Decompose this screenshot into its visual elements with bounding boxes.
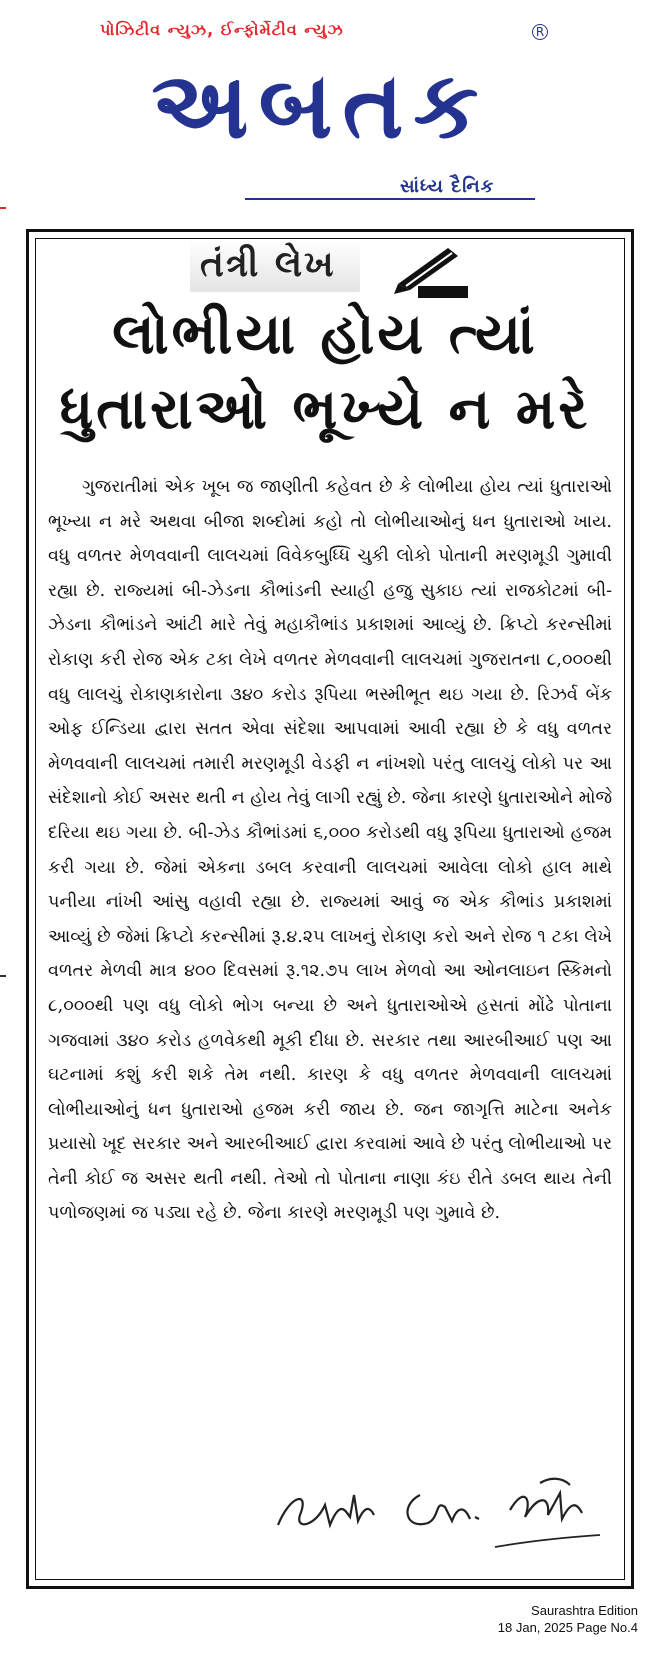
headline-line-1: લોભીયા હોય ત્યાં xyxy=(112,302,538,367)
article-body: ગુજરાતીમાં એક ખૂબ જ જાણીતી કહેવત છે કે લોભીયા હોય ત્યાં ધુતારાઓ ભૂખ્યા ન મરે અથવા બીજા શબ્દોમાં કહો તો લોભીયાઓનું ધન ધુતારાઓ ખાય. વધુ વળતર મેળવવાની લાલચમાં વિવેકબુધ્ધિ ચુકી લોકો પોતાની મરણમૂડી ગુમાવી રહ્યા છે. રાજ્યમાં બી-ઝેડના કૌભાંડની સ્યાહી હજુ સુકાઇ ત્યાં રાજકોટમાં બી-ઝેડના કૌભાંડને આંટી મારે તેવું મહાકૌભાંડ પ્રકાશમાં આવ્યું છે. ક્રિપ્ટો કરન્સીમાં રોકાણ કરી રોજ એક ટકા લેખે વળતર મેળવવાની લાલચમાં ગુજરાતના ૮,૦૦૦થી વધુ લાલચું રોકાણકારોના ૩૪૦ કરોડ રૂપિયા ભસ્મીભૂત થઇ ગયા છે. રિઝર્વ બેંક ઓફ ઈન્ડિયા દ્વારા સતત એવા સંદેશા આપવામાં આવી રહ્યા છે કે વધુ વળતર મેળવવાની લાલચમાં તમારી મરણમૂડી વેડફી ન નાંખશો પરંતુ લાલચું લોકો પર આ સંદેશાનો કોઈ અસર થતી ન હોય તેવું લાગી રહ્યું છે. જેના કારણે ધુતારાઓને મોજે દરિયા થઇ ગયા છે. બી-ઝેડ કૌભાંડમાં ૬,૦૦૦ કરોડથી વધુ રૂપિયા ધુતારાઓ હજમ કરી ગયા છે. જેમાં એકના ડબલ કરવાની લાલચમાં આવેલા લોકો હાલ માથે પનીયા નાંખી આંસુ વહાવી રહ્યા છે. રાજ્યમાં આવું જ એક કૌભાંડ પ્રકાશમાં આવ્યું છે જેમાં ક્રિપ્ટો કરન્સીમાં રૂ.૪.૨૫ લાખનું રોકાણ કરો અને રોજ ૧ ટકા લેખે વળતર મેળવી માત્ર ૪૦૦ દિવસમાં રૂ.૧૨.૭૫ લાખ મેળવો આ ઓનલાઇન સ્કિમનો ૮,૦૦૦થી પણ વધુ લોકો ભોગ બન્યા છે અને ધુતારાઓએ હસતાં મોંઢે પોતાના ગજવામાં ૩૪૦ કરોડ હળવેકથી મૂકી દીધા છે. સરકાર તથા આરબીઆઈ પણ આ ઘટનામાં કશું કરી શકે તેમ નથી. કારણ કે વધુ વળતર મેળવવાની લાલચમાં લોભીયાઓનું ધન ધુતારાઓ હજમ કરી જાય છે. જન જાગૃત્તિ માટેના અનેક પ્રયાસો ખૂદ સરકાર અને આરબીઆઈ દ્વારા કરવામાં આવે છે પરંતુ લોભીયાઓ પર તેની કોઈ જ અસર થતી નથી. તેઓ તો પોતાના નાણા કંઇ રીતે ડબલ થાય તેની પળોજણમાં જ પડ્યા રહે છે. જેના કારણે મરણમૂડી પણ ગુમાવે છે. xyxy=(48,477,612,1224)
date-page-label: 18 Jan, 2025 Page No.4 xyxy=(497,1620,638,1635)
page-footer xyxy=(498,1602,638,1636)
masthead xyxy=(0,0,648,215)
logo-text: અબતક xyxy=(151,52,489,159)
section-label: તંત્રી લેખ xyxy=(200,244,336,285)
editor-signature xyxy=(270,1455,600,1565)
newspaper-logo xyxy=(100,46,540,166)
pen-icon xyxy=(390,240,470,300)
page-edge-mark xyxy=(0,207,6,209)
registered-mark-icon: R xyxy=(532,24,548,40)
edition-label: Saurashtra Edition xyxy=(531,1603,638,1618)
headline-line-2: ધુતારાઓ ભૂખ્યે ન મરે xyxy=(59,377,591,442)
masthead-divider xyxy=(245,198,535,200)
masthead-subtitle: સાંધ્ય દૈનિક xyxy=(400,176,495,197)
masthead-tagline: પોઝિટીવ ન્યુઝ, ઈન્ફોર્મેટીવ ન્યુઝ xyxy=(100,20,344,39)
page-edge-mark xyxy=(0,975,6,977)
